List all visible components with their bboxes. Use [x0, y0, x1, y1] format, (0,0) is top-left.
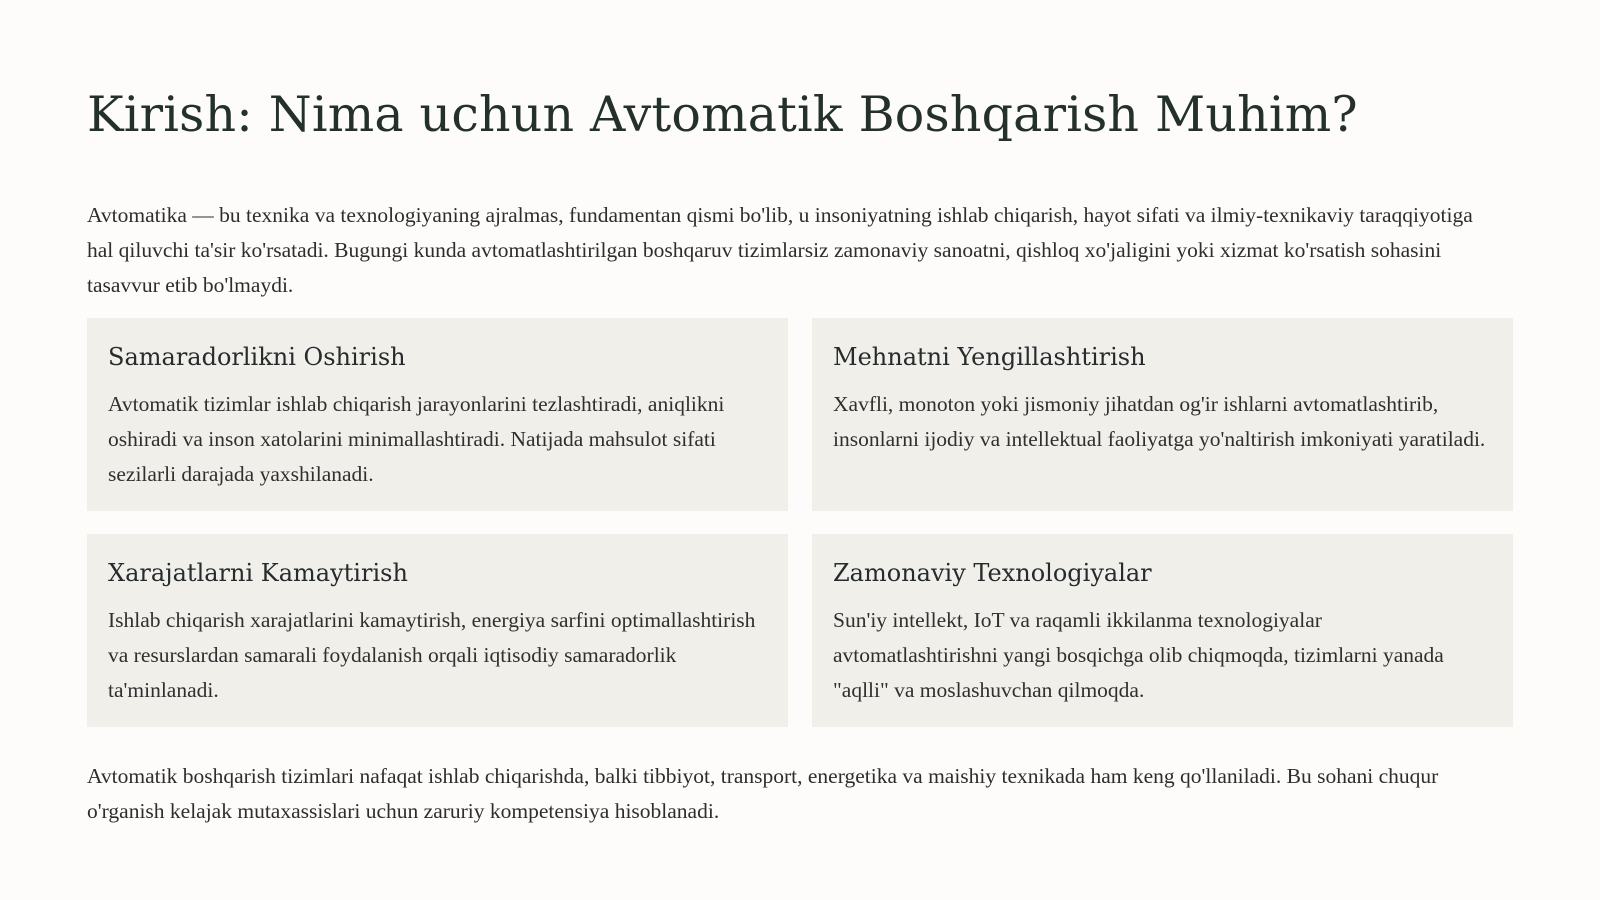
card-title: Samaradorlikni Oshirish [108, 343, 406, 371]
card-text: Avtomatik tizimlar ishlab chiqarish jarayonlarini tezlashtiradi, aniqlikni oshiradi va inson xatolarini minimallashtiradi. Natijada mahsulot sifati sezilarli darajada yaxshilanadi. [108, 392, 725, 486]
card-text: Sun'iy intellekt, IoT va raqamli ikkilanma texnologiyalar avtomatlashtirishni yangi bosqichga olib chiqmoqda, tizimlarni yanada "aqlli" va moslashuvchan qilmoqda. [833, 608, 1444, 702]
card-technologies [812, 534, 1513, 727]
card-text: Ishlab chiqarish xarajatlarini kamaytirish, energiya sarfini optimallashtirish va resurslardan samarali foydalanish orqali iqtisodiy samaradorlik ta'minlanadi. [108, 608, 756, 702]
outro-paragraph: Avtomatik boshqarish tizimlari nafaqat ishlab chiqarishda, balki tibbiyot, transport, energetika va maishiy texnikada ham keng qo'llaniladi. Bu sohani chuqur o'rganish kelajak mutaxassislari uchun zaruriy kompetensiya hisoblanadi. [87, 764, 1439, 823]
card-title: Zamonaviy Texnologiyalar [833, 559, 1152, 587]
card-efficiency [87, 318, 788, 511]
card-costs [87, 534, 788, 727]
card-title: Xarajatlarni Kamaytirish [108, 559, 408, 587]
card-text: Xavfli, monoton yoki jismoniy jihatdan og'ir ishlarni avtomatlashtirib, insonlarni ijodiy va intellektual faoliyatga yo'naltirish imkoniyati yaratiladi. [833, 392, 1486, 451]
benefits-grid [87, 318, 1513, 727]
intro-paragraph: Avtomatika — bu texnika va texnologiyaning ajralmas, fundamentan qismi bo'lib, u insoniyatning ishlab chiqarish, hayot sifati va ilmiy-texnikaviy taraqqiyotiga hal qiluvchi ta'sir ko'rsatadi. Bugungi kunda avtomatlashtirilgan boshqaruv tizimlarsiz zamonaviy sanoatni, qishloq xo'jaligini yoki xizmat ko'rsatish sohasini tasavvur etib bo'lmaydi. [87, 203, 1473, 297]
card-labor [812, 318, 1513, 511]
card-title: Mehnatni Yengillashtirish [833, 343, 1146, 371]
page-title: Kirish: Nima uchun Avtomatik Boshqarish Muhim? [87, 86, 1358, 143]
